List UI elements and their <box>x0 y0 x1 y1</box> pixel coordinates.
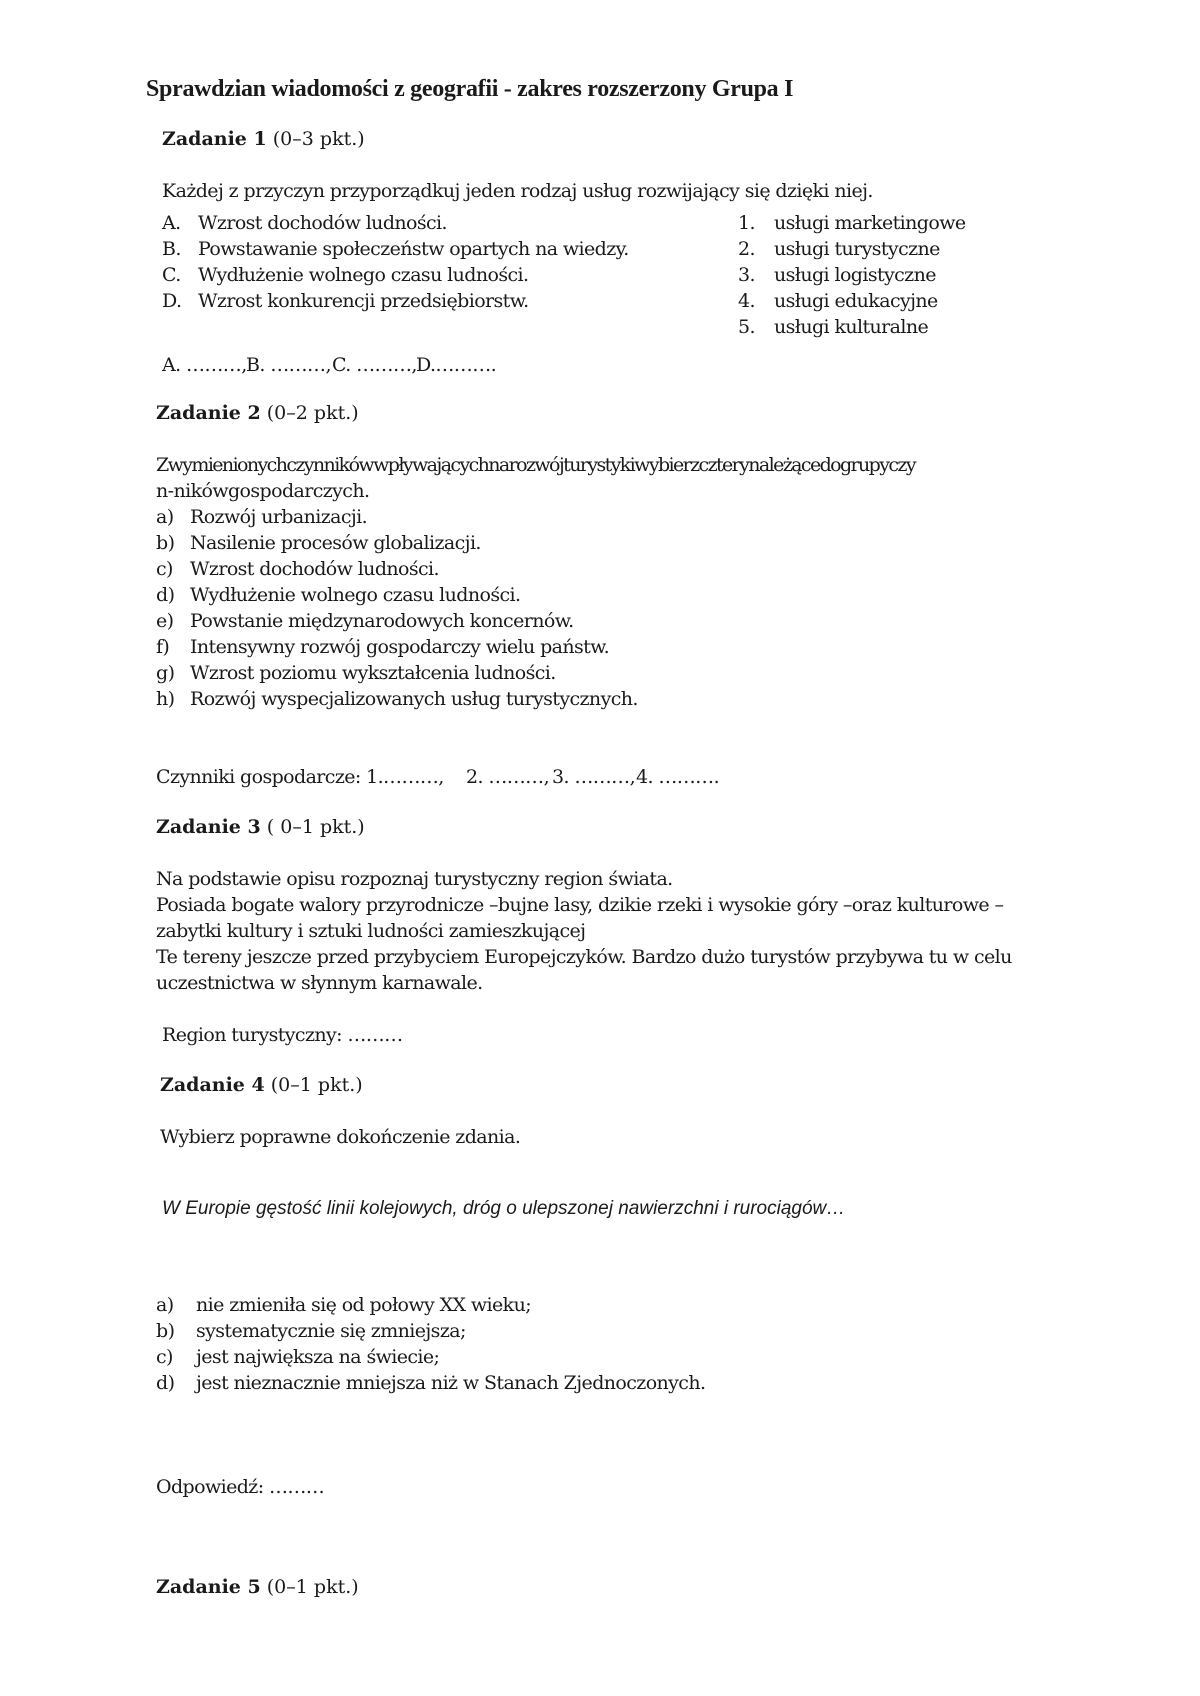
cause-key: B. <box>162 238 181 260</box>
task-3-line: Na podstawie opisu rozpoznaj turystyczny region świata. <box>156 868 673 890</box>
factor-text: Wydłużenie wolnego czasu ludności. <box>190 584 521 606</box>
factor-text: Powstanie międzynarodowych koncernów. <box>190 610 574 632</box>
service-item <box>738 288 938 314</box>
factor-item <box>156 660 556 686</box>
task-1-heading <box>162 126 365 152</box>
option-key: d) <box>156 1372 175 1394</box>
factor-item <box>156 686 638 712</box>
option-key: c) <box>156 1346 173 1368</box>
cause-key: A. <box>162 212 181 234</box>
task-2-answer-label: Czynniki gospodarcze: 1.………, <box>156 766 444 788</box>
cause-item <box>162 288 529 314</box>
option-key: b) <box>156 1320 175 1342</box>
service-key: 2. <box>738 238 755 260</box>
service-key: 1. <box>738 212 755 234</box>
task-3-label: Zadanie 3 <box>156 816 261 838</box>
task-2-points: (0–2 pkt.) <box>260 402 359 424</box>
factor-item <box>156 504 367 530</box>
task-3-heading <box>156 814 365 840</box>
option-item <box>156 1292 531 1318</box>
factor-text: Wzrost dochodów ludności. <box>190 558 439 580</box>
factor-key: c) <box>156 558 173 580</box>
cause-text: Wydłużenie wolnego czasu ludności. <box>198 264 529 286</box>
task-1-points: (0–3 pkt.) <box>266 128 365 150</box>
factor-text: Nasilenie procesów globalizacji. <box>190 532 481 554</box>
task-2-answer-slot: 2. ………, <box>466 766 550 788</box>
task-3-line: Posiada bogate walory przyrodnicze –bujne lasy, dzikie rzeki i wysokie góry –oraz kulturowe – <box>156 894 1004 916</box>
service-text: usługi marketingowe <box>774 212 966 234</box>
service-item <box>738 236 940 262</box>
cause-key: C. <box>162 264 181 286</box>
cause-item <box>162 210 447 236</box>
factor-key: h) <box>156 688 175 710</box>
service-text: usługi logistyczne <box>774 264 936 286</box>
task-4-statement: W Europie gęstość linii kolejowych, dróg o ulepszonej nawierzchni i rurociągów… <box>162 1198 846 1219</box>
factor-item <box>156 608 574 634</box>
factor-key: b) <box>156 532 175 554</box>
factor-item <box>156 530 481 556</box>
factor-item <box>156 634 609 660</box>
task-4-answer: Odpowiedź: ……… <box>156 1476 325 1498</box>
factor-key: e) <box>156 610 174 632</box>
task-1-label: Zadanie 1 <box>162 128 267 150</box>
cause-text: Wzrost dochodów ludności. <box>198 212 447 234</box>
option-text: jest największa na świecie; <box>196 1346 440 1368</box>
cause-key: D. <box>162 290 182 312</box>
factor-key: g) <box>156 662 175 684</box>
task-2-instruction-cont: n-nikówgospodarczych. <box>156 480 370 502</box>
cause-item <box>162 236 629 262</box>
factor-item <box>156 556 439 582</box>
factor-key: d) <box>156 584 175 606</box>
answer-slot-c: C. ………, <box>332 354 417 376</box>
task-3-answer: Region turystyczny: ……… <box>162 1024 403 1046</box>
task-2-heading <box>156 400 359 426</box>
cause-text: Wzrost konkurencji przedsiębiorstw. <box>198 290 529 312</box>
task-4-points: (0–1 pkt.) <box>264 1074 363 1096</box>
task-5-heading <box>156 1574 359 1600</box>
task-4-heading <box>160 1072 363 1098</box>
option-text: nie zmieniła się od połowy XX wieku; <box>196 1294 532 1316</box>
option-item <box>156 1318 466 1344</box>
service-item <box>738 210 966 236</box>
factor-text: Rozwój wyspecjalizowanych usług turystycznych. <box>190 688 638 710</box>
answer-slot-a: A. ………, <box>162 354 247 376</box>
factor-key: a) <box>156 506 174 528</box>
option-item <box>156 1344 439 1370</box>
task-3-line: uczestnictwa w słynnym karnawale. <box>156 972 483 994</box>
task-4-label: Zadanie 4 <box>160 1074 265 1096</box>
task-3-line: zabytki kultury i sztuki ludności zamieszkującej <box>156 920 586 942</box>
task-1-instruction: Każdej z przyczyn przyporządkuj jeden rodzaj usług rozwijający się dzięki niej. <box>162 180 873 202</box>
service-key: 3. <box>738 264 755 286</box>
service-text: usługi turystyczne <box>774 238 940 260</box>
task-2-label: Zadanie 2 <box>156 402 261 424</box>
option-text: systematycznie się zmniejsza; <box>196 1320 466 1342</box>
cause-text: Powstawanie społeczeństw opartych na wiedzy. <box>198 238 629 260</box>
page-title: Sprawdzian wiadomości z geografii - zakres rozszerzony Grupa I <box>146 76 794 102</box>
task-3-points: ( 0–1 pkt.) <box>260 816 365 838</box>
task-3-line: Te tereny jeszcze przed przybyciem Europejczyków. Bardzo dużo turystów przybywa tu w celu <box>156 946 1012 968</box>
option-item <box>156 1370 705 1396</box>
factor-text: Intensywny rozwój gospodarczy wielu państw. <box>190 636 610 658</box>
factor-key: f) <box>156 636 170 658</box>
service-key: 5. <box>738 316 755 338</box>
service-text: usługi edukacyjne <box>774 290 938 312</box>
task-2-instruction: Zwymienionychczynnikówwpływającychnarozwójturystykiwybierzczterynależącedogrupyczy <box>156 454 915 476</box>
cause-item <box>162 262 528 288</box>
factor-text: Rozwój urbanizacji. <box>190 506 368 528</box>
service-key: 4. <box>738 290 755 312</box>
answer-slot-b: B. ………, <box>246 354 331 376</box>
answer-slot-d: D.………. <box>416 354 497 376</box>
service-item <box>738 314 928 340</box>
service-item <box>738 262 936 288</box>
task-5-points: (0–1 pkt.) <box>260 1576 359 1598</box>
factor-item <box>156 582 520 608</box>
service-text: usługi kulturalne <box>774 316 929 338</box>
task-4-instruction: Wybierz poprawne dokończenie zdania. <box>160 1126 521 1148</box>
task-2-answer-slot: 4. ………. <box>636 766 720 788</box>
factor-text: Wzrost poziomu wykształcenia ludności. <box>190 662 556 684</box>
option-key: a) <box>156 1294 174 1316</box>
option-text: jest nieznacznie mniejsza niż w Stanach Zjednoczonych. <box>196 1372 706 1394</box>
task-2-answer-slot: 3. ………, <box>552 766 636 788</box>
task-5-label: Zadanie 5 <box>156 1576 261 1598</box>
